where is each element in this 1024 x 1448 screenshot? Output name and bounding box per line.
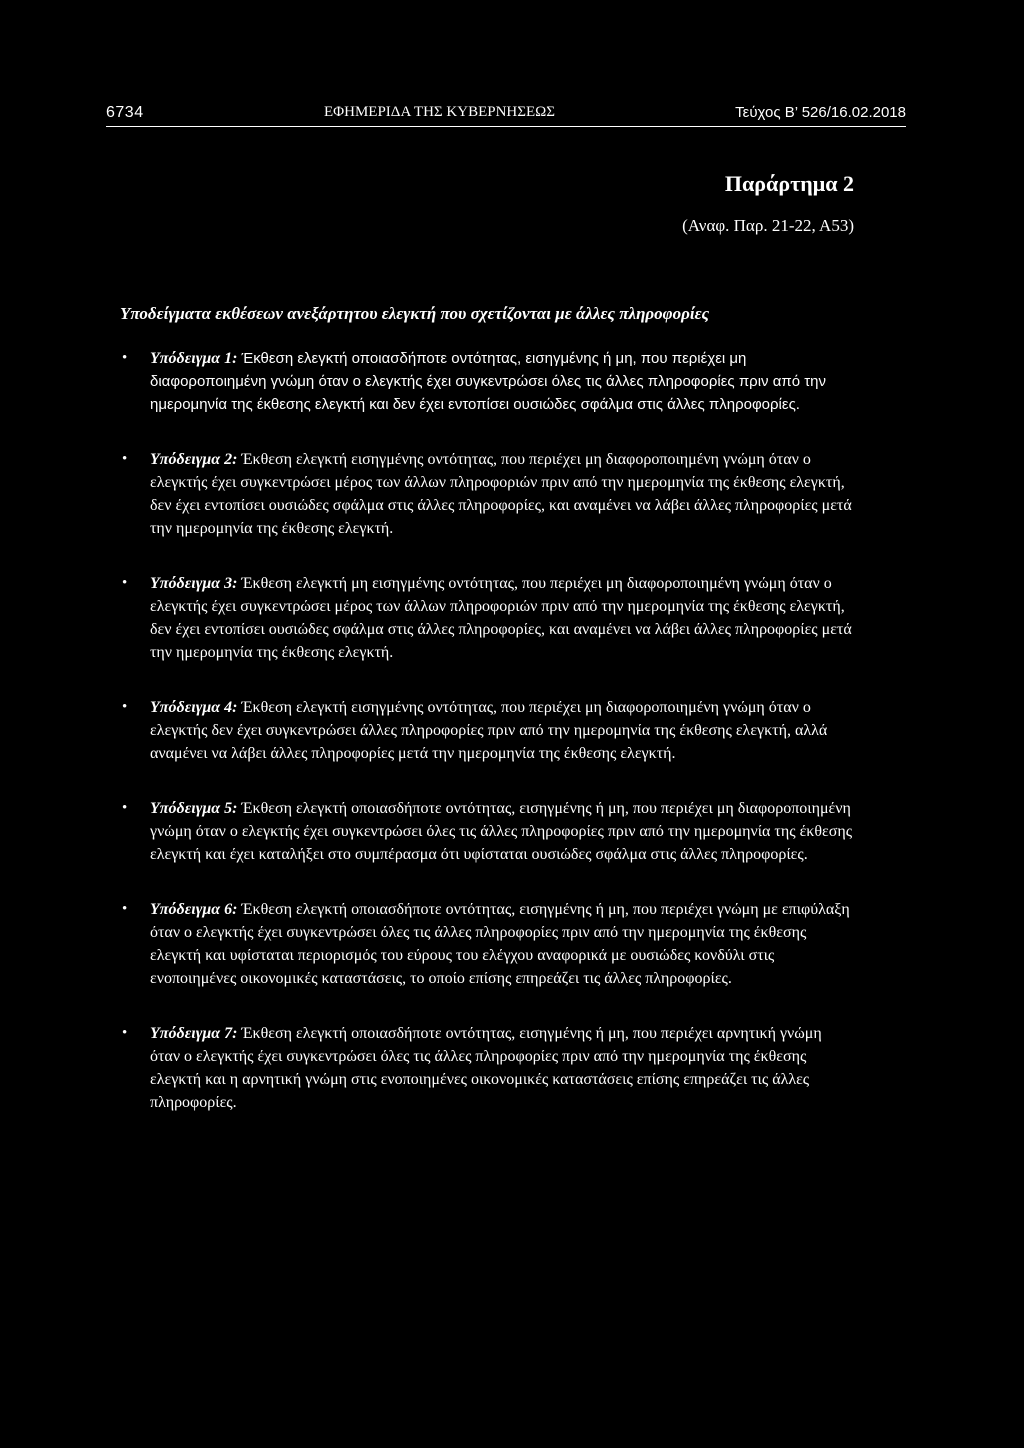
example-text: Έκθεση ελεγκτή εισηγμένης οντότητας, που περιέχει μη διαφοροποιημένη γνώμη όταν ο ελεγκτής έχει συγκεντρώσει μέρος των άλλων πληροφοριών πριν από την ημερομηνία της έκθεσης ελεγκτή, δεν έχει εντοπίσει ουσιώδες σφάλμα στις άλλες πληροφορίες, και αναμένει να λάβει άλλες πληροφορίες μετά την ημερομηνία της έκθεσης ελεγκτή. (150, 451, 852, 537)
example-text: Έκθεση ελεγκτή οποιασδήποτε οντότητας, εισηγμένης ή μη, που περιέχει αρνητική γνώμη όταν ο ελεγκτής έχει συγκεντρώσει όλες τις άλλες πληροφορίες πριν από την ημερομηνία της έκθεσης ελεγκτή και η αρνητική γνώμη στις ενοποιημένες οικονομικές καταστάσεις επίσης επηρεάζει τις άλλες πληροφορίες. (150, 1025, 822, 1111)
page-header (106, 102, 906, 127)
list-item (119, 1022, 854, 1114)
issue-info: Τεύχος Β’ 526/16.02.2018 (735, 104, 906, 121)
example-label: Υπόδειγμα 4: (150, 699, 242, 716)
annex-reference: (Αναφ. Παρ. 21-22, Α53) (682, 216, 854, 235)
bullet: • (122, 800, 128, 816)
example-label: Υπόδειγμα 6: (150, 901, 242, 918)
page-number: 6734 (106, 104, 144, 121)
list-item (119, 347, 854, 416)
example-label: Υπόδειγμα 2: (150, 451, 242, 468)
example-label: Υπόδειγμα 5: (150, 800, 242, 817)
example-text: Έκθεση ελεγκτή οποιασδήποτε οντότητας, εισηγμένης ή μη, που περιέχει μη διαφοροποιημένη γνώμη όταν ο ελεγκτής έχει συγκεντρώσει όλες τις άλλες πληροφορίες πριν από την ημερομηνία της έκθεσης ελεγκτή και έχει καταλήξει στο συμπέρασμα ότι υφίσταται ουσιώδες σφάλμα στις άλλες πληροφορίες. (150, 800, 853, 863)
bullet: • (122, 901, 128, 917)
bullet: • (122, 699, 128, 715)
example-label: Υπόδειγμα 1: (150, 350, 242, 367)
list-item (119, 797, 854, 866)
example-text: Έκθεση ελεγκτή οποιασδήποτε οντότητας, εισηγμένης ή μη, που περιέχει γνώμη με επιφύλαξη όταν ο ελεγκτής έχει συγκεντρώσει όλες τις άλλες πληροφορίες πριν από την ημερομηνία της έκθεσης ελεγκτή και υφίσταται περιορισμός του εύρους του ελέγχου αναφορικά με ουσιώδες κονδύλι στις ενοποιημένες οικονομικές καταστάσεις, το οποίο επίσης επηρεάζει τις άλλες πληροφορίες. (150, 901, 850, 987)
bullet: • (122, 350, 128, 366)
annex-title: Παράρτημα 2 (724, 171, 854, 196)
list-item (119, 898, 854, 990)
bullet: • (122, 1025, 128, 1041)
example-text: Έκθεση ελεγκτή μη εισηγμένης οντότητας, που περιέχει μη διαφοροποιημένη γνώμη όταν ο ελεγκτής έχει συγκεντρώσει μέρος των άλλων πληροφοριών πριν από την ημερομηνία της έκθεσης ελεγκτή, δεν έχει εντοπίσει ουσιώδες σφάλμα στις άλλες πληροφορίες, και αναμένει να λάβει άλλες πληροφορίες μετά την ημερομηνία της έκθεσης ελεγκτή. (150, 575, 852, 661)
bullet: • (122, 451, 128, 467)
gazette-title: ΕΦΗΜΕΡΙΔΑ ΤΗΣ ΚΥΒΕΡΝΗΣΕΩΣ (324, 104, 556, 120)
list-item (119, 572, 854, 664)
example-label: Υπόδειγμα 7: (150, 1025, 242, 1042)
examples-list (119, 347, 854, 1114)
list-item (119, 448, 854, 540)
example-text: Έκθεση ελεγκτή οποιασδήποτε οντότητας, εισηγμένης ή μη, που περιέχει μη διαφοροποιημένη γνώμη όταν ο ελεγκτής έχει συγκεντρώσει όλες τις άλλες πληροφορίες πριν από την ημερομηνία της έκθεσης ελεγκτή και δεν έχει εντοπίσει ουσιώδες σφάλμα στις άλλες πληροφορίες. (150, 350, 826, 413)
bullet: • (122, 575, 128, 591)
example-label: Υπόδειγμα 3: (150, 575, 242, 592)
example-text: Έκθεση ελεγκτή εισηγμένης οντότητας, που περιέχει μη διαφοροποιημένη γνώμη όταν ο ελεγκτής δεν έχει συγκεντρώσει άλλες πληροφορίες πριν από την ημερομηνία της έκθεσης ελεγκτή, αλλά αναμένει να λάβει άλλες πληροφορίες μετά την ημερομηνία της έκθεσης ελεγκτή. (150, 699, 828, 762)
list-item (119, 696, 854, 765)
section-title: Υποδείγματα εκθέσεων ανεξάρτητου ελεγκτή που σχετίζονται με άλλες πληροφορίες (120, 304, 710, 323)
